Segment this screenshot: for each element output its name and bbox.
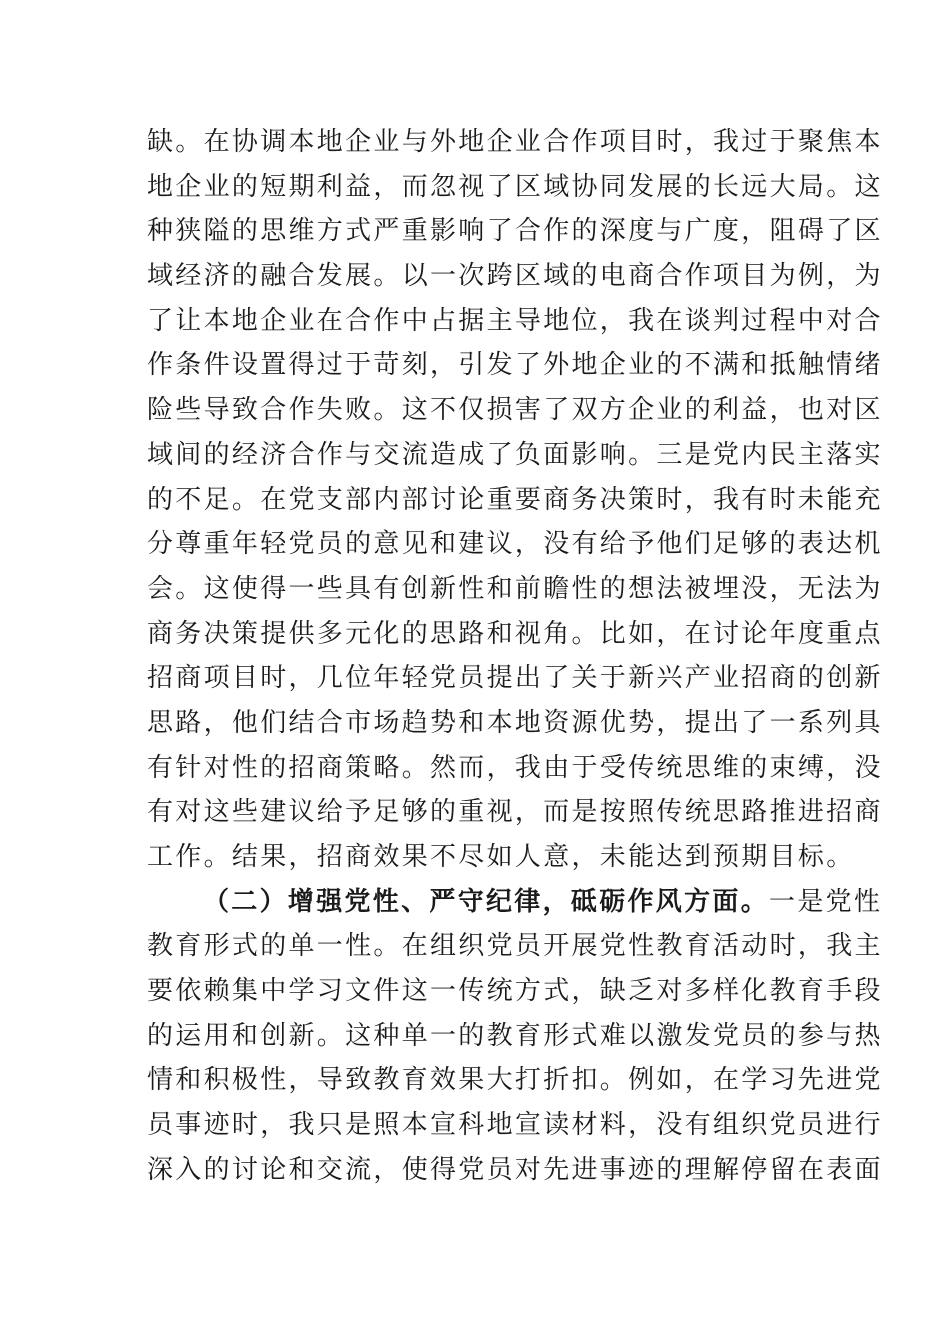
text-line: 险些导致合作失败。这不仅损害了双方企业的利益，也对区 [147, 395, 883, 426]
text-line: 缺。在协调本地企业与外地企业合作项目时，我过于聚焦本 [147, 127, 883, 157]
text-line: 教育形式的单一性。在组织党员开展党性教育活动时，我主 [147, 931, 883, 962]
text-line: 域间的经济合作与交流造成了负面影响。三是党内民主落实 [147, 439, 883, 470]
text-line: 员事迹时，我只是照本宣科地宣读材料，没有组织党员进行 [147, 1110, 883, 1141]
text-line: 思路，他们结合市场趋势和本地资源优势，提出了一系列具 [147, 707, 883, 738]
section-first-line-rest: 一是党性 [769, 886, 883, 917]
text-line: 有针对性的招商策略。然而，我由于受传统思维的束缚，没 [147, 752, 883, 783]
text-line: 分尊重年轻党员的意见和建议，没有给予他们足够的表达机 [147, 529, 883, 560]
text-line: 情和积极性，导致教育效果大打折扣。例如，在学习先进党 [147, 1065, 883, 1096]
text-line: 的运用和创新。这种单一的教育形式难以激发党员的参与热 [147, 1020, 883, 1051]
text-line: 会。这使得一些具有创新性和前瞻性的想法被埋没，无法为 [147, 573, 883, 604]
text-line: 商务决策提供多元化的思路和视角。比如，在讨论年度重点 [147, 618, 883, 649]
text-line: 的不足。在党支部内部讨论重要商务决策时，我有时未能充 [147, 484, 883, 515]
section-heading: （二）增强党性、严守纪律，砥砺作风方面。 [203, 886, 770, 917]
text-line: 种狭隘的思维方式严重影响了合作的深度与广度，阻碍了区 [147, 216, 883, 247]
text-line: 要依赖集中学习文件这一传统方式，缺乏对多样化教育手段 [147, 976, 883, 1007]
text-line: 地企业的短期利益，而忽视了区域协同发展的长远大局。这 [147, 171, 883, 202]
text-line: 深入的讨论和交流，使得党员对先进事迹的理解停留在表面 [147, 1154, 883, 1185]
text-line: 工作。结果，招商效果不尽如人意，未能达到预期目标。 [147, 842, 855, 872]
text-line: 域经济的融合发展。以一次跨区域的电商合作项目为例，为 [147, 261, 883, 292]
text-line: 作条件设置得过于苛刻，引发了外地企业的不满和抵触情绪 [147, 350, 883, 381]
text-line: 有对这些建议给予足够的重视，而是按照传统思路推进招商 [147, 797, 883, 828]
text-line: 招商项目时，几位年轻党员提出了关于新兴产业招商的创新 [147, 663, 883, 694]
body-text [147, 120, 883, 1193]
text-line: 了让本地企业在合作中占据主导地位，我在谈判过程中对合 [147, 305, 883, 336]
section-first-line [147, 880, 883, 925]
